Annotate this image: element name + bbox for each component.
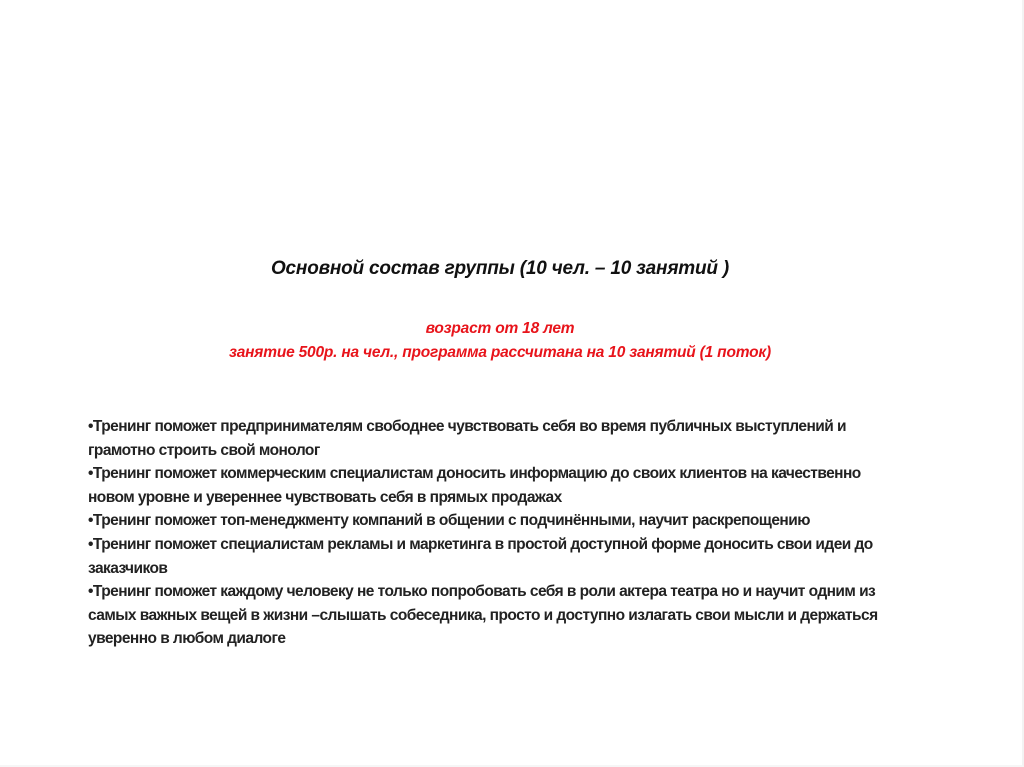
list-item: •Тренинг поможет каждому человеку не только попробовать себя в роли актера театра но и научит одним из самых важных вещей в жизни –слышать собеседника, просто и доступно излагать свои мысли и держаться уверенно в любом диалоге (88, 583, 878, 648)
slide-title: Основной состав группы (10 чел. – 10 занятий ) (270, 258, 730, 279)
price-info: занятие 500р. на чел., программа рассчитана на 10 занятий (1 поток) (229, 344, 771, 361)
list-item: •Тренинг поможет коммерческим специалистам доносить информацию до своих клиентов на качественно новом уровне и увереннее чувствовать себя в прямых продажах (88, 465, 861, 506)
benefits-list (88, 415, 888, 651)
list-item: •Тренинг поможет топ-менеджменту компаний в общении с подчинёнными, научит раскрепощению (88, 512, 810, 530)
list-item: •Тренинг поможет предпринимателям свободнее чувствовать себя во время публичных выступлений и грамотно строить свой монолог (88, 418, 846, 459)
list-item: •Тренинг поможет специалистам рекламы и маркетинга в простой доступной форме доносить свои идеи до заказчиков (88, 535, 873, 577)
age-requirement: возраст от 18 лет (425, 320, 575, 337)
